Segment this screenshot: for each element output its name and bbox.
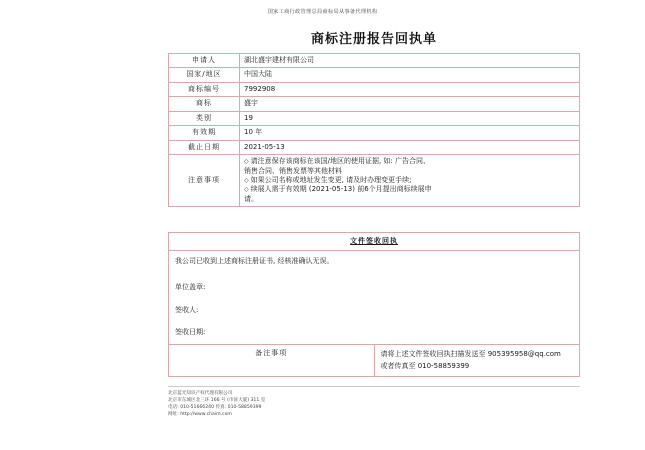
note-text: 请注意保存该商标在该国/地区的使用证据, 如: 广告合同、 <box>250 157 431 166</box>
footer-web: 网址: http://www.chaim.com <box>168 412 232 418</box>
spacer <box>175 316 573 326</box>
field-value-trademark: 盛宇 <box>240 97 580 111</box>
field-label-country: 国家/地区 <box>169 68 240 82</box>
field-label-applicant: 申请人 <box>169 54 240 68</box>
field-value-validity: 10 年 <box>240 126 580 140</box>
field-value-deadline: 2021-05-13 <box>240 140 580 154</box>
field-label-validity: 有效期 <box>169 126 240 140</box>
remark-label: 备注事项 <box>169 344 375 376</box>
field-value-class: 19 <box>240 111 580 125</box>
diamond-icon: ◇ <box>244 158 249 166</box>
note-line <box>244 176 575 185</box>
receipt-title: 文件签收回执 <box>169 233 580 251</box>
receipt-date: 签收日期: <box>175 328 206 336</box>
agency-header: 国家工商行政管理总局商标局从事备代理机构 <box>267 9 378 15</box>
remark-line-fax: 或者传真至 010-58859399 <box>380 362 470 370</box>
field-value-country: 中国大陆 <box>240 68 580 82</box>
field-value-trademark-no: 7992908 <box>240 82 580 96</box>
note-line <box>244 167 575 176</box>
notes-label: 注意事项 <box>169 155 240 207</box>
table-row <box>169 82 580 96</box>
table-row <box>169 97 580 111</box>
note-text: 销售合同、销售发票等其他材料 <box>244 166 342 175</box>
diamond-icon: ◇ <box>244 176 249 184</box>
diamond-icon: ◇ <box>244 186 249 194</box>
table-row <box>169 140 580 154</box>
footer <box>168 390 588 418</box>
notes-value <box>240 155 580 207</box>
field-label-trademark-no: 商标编号 <box>169 82 240 96</box>
footer-tel: 电话: 010-51666240 传真: 010-58859399 <box>168 405 262 411</box>
footer-divider <box>168 386 580 387</box>
remark-row <box>169 344 580 376</box>
footer-company: 北京蓝光知识产权代理有限公司 <box>168 391 233 396</box>
spacer <box>175 294 573 304</box>
table-row <box>169 126 580 140</box>
receipt-signer: 签收人: <box>175 305 199 314</box>
field-label-deadline: 截止日期 <box>169 140 240 154</box>
table-row <box>169 111 580 125</box>
note-text: 续展人需于有效期 (2021-05-13) 前6个月提出商标续展申 <box>250 185 432 194</box>
receipt-section <box>168 232 580 377</box>
note-line <box>244 185 575 194</box>
info-table <box>168 53 580 207</box>
main-document <box>168 28 580 207</box>
page-title: 商标注册报告回执单 <box>310 32 437 47</box>
note-text: 请。 <box>244 194 258 203</box>
field-label-trademark: 商标 <box>169 97 240 111</box>
receipt-statement: 我公司已收到上述商标注册证书, 经核准确认无误。 <box>175 256 334 265</box>
footer-address: 北京市东城区北三环 166 号 (市诉大厦) 311 室 <box>168 398 266 404</box>
receipt-body-row <box>169 250 580 344</box>
table-row <box>169 68 580 82</box>
note-line <box>244 195 575 204</box>
note-text: 如果公司名称或地址发生变更, 请及时办理变更手续; <box>250 175 412 184</box>
table-row <box>169 54 580 68</box>
table-row-notes <box>169 155 580 207</box>
field-value-applicant: 湖北盛宇建材有限公司 <box>240 54 580 68</box>
field-label-class: 类别 <box>169 111 240 125</box>
receipt-company-seal: 单位盖章: <box>175 283 206 291</box>
spacer <box>175 267 573 281</box>
receipt-title-row <box>169 233 580 251</box>
receipt-body <box>169 250 580 344</box>
note-line <box>244 157 575 166</box>
remark-line-email: 请将上述文件签收回执扫描发送至 905395958@qq.com <box>380 349 561 358</box>
remark-value <box>374 344 580 376</box>
receipt-table <box>168 232 580 377</box>
